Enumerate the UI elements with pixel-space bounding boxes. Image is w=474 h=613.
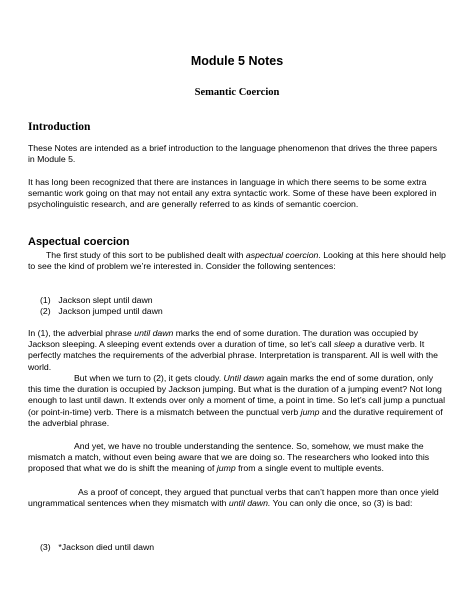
aspectual-p1-emphasis: aspectual coercion	[245, 250, 319, 260]
aspectual-p3-text-a: But when we turn to (2), it gets cloudy.	[74, 373, 224, 383]
example-3-text: *Jackson died until dawn	[58, 542, 155, 552]
intro-paragraph-2	[28, 177, 446, 211]
example-1-number: (1)	[40, 295, 51, 305]
intro-p1-text: These Notes are intended as a brief introduction to the language phenomenon that drives the three papers in Module 5.	[28, 143, 438, 165]
aspectual-p2-text-b: marks the end of some duration. The duration was occupied by Jackson sleeping. A sleeping event extends over a duration of time, so let’s call	[28, 328, 419, 350]
aspectual-p4-text-b: from a single event to multiple events.	[235, 463, 384, 474]
aspectual-p1-text-a: The first study of this sort to be published dealt with	[46, 250, 246, 260]
intro-paragraph-1	[28, 143, 446, 165]
aspectual-paragraph-4	[28, 441, 446, 475]
aspectual-p5-emphasis: until dawn.	[228, 498, 271, 509]
aspectual-heading: Aspectual coercion	[28, 236, 130, 248]
page-subtitle: Semantic Coercion	[194, 87, 280, 98]
aspectual-p3-emphasis-2: jump	[300, 406, 320, 417]
aspectual-p5-text-b: You can only die once, so (3) is bad:	[270, 498, 413, 509]
aspectual-p2-emphasis-2: sleep	[334, 339, 355, 350]
aspectual-p2-text-c: a durative verb. It perfectly matches the requirements of the adverbial phrase. Interpretation is transparent. All is well with the world.	[28, 339, 438, 372]
page-title: Module 5 Notes	[190, 54, 284, 68]
aspectual-p3-emphasis-1: Until dawn	[223, 373, 265, 383]
intro-heading: Introduction	[28, 121, 91, 133]
aspectual-p2-text-a: In (1), the adverbial phrase	[28, 328, 135, 338]
aspectual-p1-text-b: . Looking at this here should help to see the kind of problem we’re interested in. Consider the following sentences:	[28, 250, 446, 272]
example-1	[40, 295, 153, 306]
example-2-text: Jackson jumped until dawn	[58, 306, 163, 316]
example-1-text: Jackson slept until dawn	[58, 295, 153, 305]
example-2-number: (2)	[40, 306, 51, 316]
aspectual-paragraph-1	[28, 250, 446, 272]
intro-p2-text: It has long been recognized that there are instances in language in which there seems to be some extra semantic work going on that may not entail any extra syntactic work. Some of these have been explored in psycholinguistic research, and are generally referred to as kinds of semantic coercion.	[28, 177, 437, 210]
aspectual-p2-emphasis-1: until dawn	[134, 328, 174, 338]
aspectual-paragraph-3	[28, 373, 446, 429]
aspectual-p3-text-b: again marks the end of some duration, only this time the duration is occupied by Jackson jumping. But what is the duration of a jumping event? Not long enough to last until dawn. It extends over only a moment of time, a point in time. So let’s call jump a punctual (or point-in-time) verb. There is a mismatch between the punctual verb	[28, 373, 446, 417]
aspectual-paragraph-2	[28, 328, 446, 373]
example-2	[40, 306, 163, 317]
aspectual-paragraph-5	[28, 487, 446, 509]
aspectual-p4-text-a: And yet, we have no trouble understanding the sentence. So, somehow, we must make the mismatch a match, without even being aware that we are doing so. The researchers who looked into this proposed that what we do is shift the meaning of	[28, 441, 430, 474]
aspectual-p5-text-a: As a proof of concept, they argued that punctual verbs that can’t happen more than once yield ungrammatical sentences when they mismatch with	[28, 487, 439, 509]
example-3-number: (3)	[40, 542, 51, 552]
example-3	[40, 542, 154, 553]
aspectual-p3-text-c: and the durative requirement of the adverbial phrase.	[28, 406, 443, 428]
aspectual-p4-emphasis: jump	[216, 463, 236, 474]
